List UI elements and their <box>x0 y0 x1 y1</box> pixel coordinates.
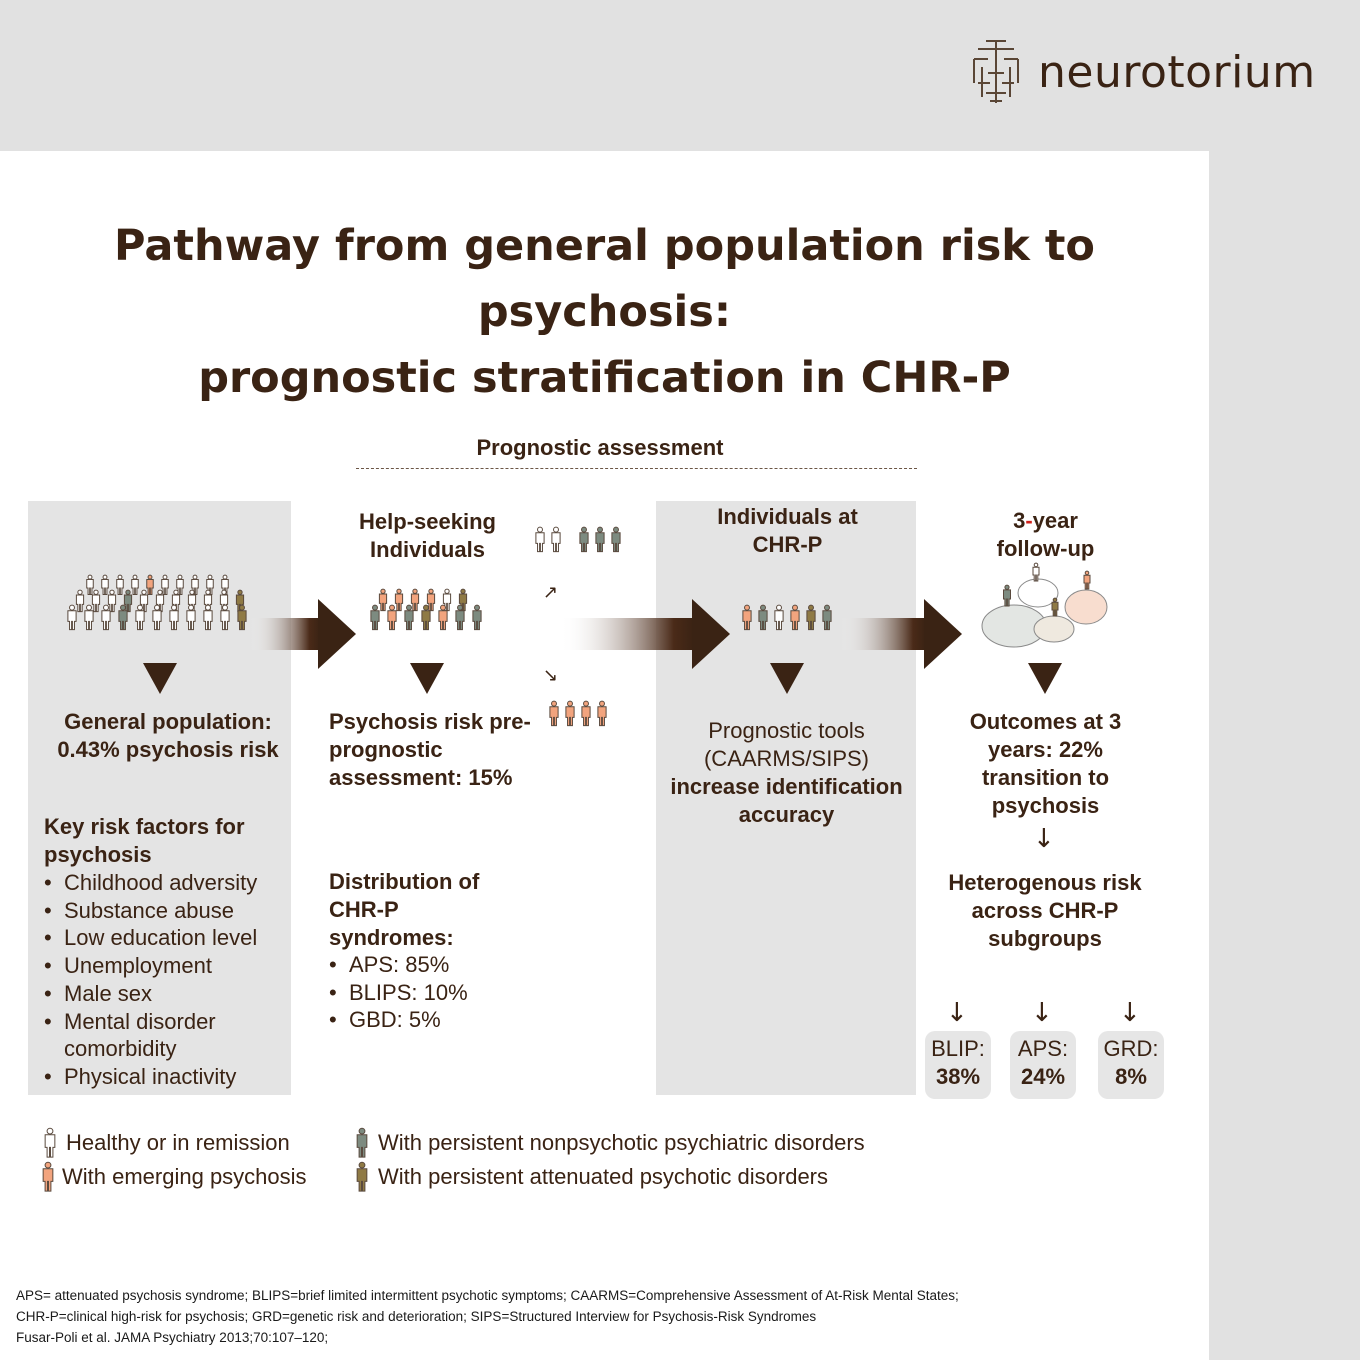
risk-factor-item: • Low education level <box>44 924 274 952</box>
badge-aps-name: APS: <box>1017 1036 1069 1061</box>
prognostic-tools-text <box>660 717 913 829</box>
person-icon <box>102 575 109 594</box>
person-icon <box>45 1128 55 1157</box>
prognostic-dashed-line <box>356 468 917 469</box>
distribution-list <box>329 951 529 1034</box>
badge-arrow-icon-2: ↓ <box>1031 998 1053 1028</box>
person-icon <box>352 1128 372 1158</box>
person-icon <box>1003 585 1010 606</box>
helpseeking-label: Help-seeking Individuals <box>359 509 496 562</box>
person-icon <box>388 605 396 629</box>
down-arrow-general <box>143 663 177 694</box>
flow-arrow-3 <box>840 599 962 669</box>
outcome-text: Outcomes at 3 years: 22% transition to psychosis <box>969 709 1122 818</box>
footnote-2: CHR-P=clinical high-risk for psychosis; GRD=genetic risk and deterioration; SIPS=Structured Interview for Psychosis-Risk Syndromes <box>16 1309 817 1324</box>
followup-label-year: year <box>1032 508 1078 533</box>
person-icon <box>743 605 751 629</box>
person-icon <box>807 605 815 629</box>
neurotorium-logo-icon <box>966 37 1026 107</box>
badge-grd <box>1098 1031 1164 1099</box>
legend-healthy <box>40 1128 290 1158</box>
person-icon <box>92 590 99 611</box>
followup-label-dash: - <box>1025 508 1033 533</box>
diagonal-arrow-up-icon: ↗ <box>543 582 559 603</box>
person-icon <box>473 605 481 629</box>
legend-attenuated <box>352 1162 828 1192</box>
down-arrow-chrp <box>770 663 804 694</box>
followup-label-3: 3 <box>1013 508 1026 533</box>
general-population-heading: General population: 0.43% psychosis risk <box>57 709 279 762</box>
followup-label <box>968 507 1123 563</box>
down-arrow-followup <box>1028 663 1062 694</box>
distribution-item: • APS: 85% <box>329 951 529 979</box>
person-icon <box>536 527 544 551</box>
legend-healthy-label: Healthy or in remission <box>66 1130 290 1155</box>
badge-aps-value: 24% <box>1020 1064 1066 1089</box>
distribution-item: • BLIPS: 10% <box>329 979 529 1007</box>
person-icon <box>580 527 588 551</box>
down-small-arrow-icon: ↓ <box>1033 824 1055 854</box>
person-icon <box>85 605 93 629</box>
person-icon <box>379 589 386 610</box>
person-icon <box>108 590 115 611</box>
title-line-2: prognostic stratification in CHR-P <box>198 353 1011 403</box>
person-icon <box>612 527 620 551</box>
page-title <box>0 213 1209 411</box>
person-icon <box>582 701 590 725</box>
flow-arrow-2 <box>560 599 730 669</box>
person-icon <box>102 605 110 629</box>
risk-factor-item: • Childhood adversity <box>44 869 274 897</box>
person-icon <box>147 575 154 594</box>
person-icon <box>117 575 124 594</box>
person-icon <box>598 701 606 725</box>
prognostic-tools-bold: increase identification accuracy <box>670 774 903 827</box>
person-icon <box>395 589 402 610</box>
followup-label-line2: follow-up <box>996 536 1095 561</box>
person-icon <box>352 1162 372 1192</box>
prognostic-tools-normal: Prognostic tools (CAARMS/SIPS) <box>703 718 870 771</box>
risk-factor-item: • Unemployment <box>44 952 274 980</box>
risk-factor-item: • Substance abuse <box>44 897 274 925</box>
person-icon <box>550 701 558 725</box>
person-icon <box>1052 598 1058 616</box>
person-icon <box>566 701 574 725</box>
legend-emerging-label: With emerging psychosis <box>62 1164 307 1189</box>
risk-factors-list <box>44 869 274 1091</box>
legend-attenuated-label: With persistent attenuated psychotic disorders <box>378 1164 829 1189</box>
chrp-label: Individuals at CHR-P <box>717 504 858 557</box>
brand-logo[interactable] <box>966 36 1316 108</box>
flow-arrow-1 <box>250 599 356 669</box>
header-bar <box>0 0 1360 151</box>
badge-blip <box>925 1031 991 1099</box>
footnote-3: Fusar-Poli et al. JAMA Psychiatry 2013;70:107–120; <box>16 1330 329 1345</box>
person-icon <box>68 605 76 629</box>
person-icon <box>759 605 767 629</box>
person-icon <box>162 575 169 594</box>
person-icon <box>132 575 139 594</box>
badge-grd-value: 8% <box>1115 1064 1147 1089</box>
person-icon <box>43 1162 53 1191</box>
badge-arrow-icon-1: ↓ <box>946 998 968 1028</box>
badge-blip-value: 38% <box>935 1064 981 1089</box>
badge-grd-name: GRD: <box>1103 1036 1159 1061</box>
distribution-item: • GBD: 5% <box>329 1006 529 1034</box>
footnote-1: APS= attenuated psychosis syndrome; BLIPS=brief limited intermittent psychotic symptoms; CAARMS=Comprehensive Assessment of At-Risk Mental States; <box>16 1288 959 1303</box>
risk-factors-title: Key risk factors for psychosis <box>44 814 245 867</box>
person-icon <box>823 605 831 629</box>
badge-aps <box>1010 1031 1076 1099</box>
title-line-1: Pathway from general population risk to psychosis: <box>114 221 1095 337</box>
person-icon <box>1033 563 1039 581</box>
risk-factor-item: • Mental disorder comorbidity <box>44 1008 274 1063</box>
down-arrow-helpseeking <box>410 663 444 694</box>
person-icon <box>40 1128 60 1158</box>
person-icon <box>791 605 799 629</box>
heterogenous-text: Heterogenous risk across CHR-P subgroups <box>948 870 1142 951</box>
person-icon <box>775 605 783 629</box>
person-icon <box>552 527 560 551</box>
person-icon <box>357 1128 367 1157</box>
risk-factor-item: • Male sex <box>44 980 274 1008</box>
helpseeking-heading: Psychosis risk pre-prognostic assessment: 15% <box>329 709 531 790</box>
legend-nonpsychotic-label: With persistent nonpsychotic psychiatric disorders <box>378 1130 865 1155</box>
risk-factor-item: • Physical inactivity <box>44 1063 274 1091</box>
prognostic-assessment-label: Prognostic assessment <box>476 435 724 460</box>
person-icon <box>596 527 604 551</box>
person-icon <box>405 605 413 629</box>
person-icon <box>76 590 83 611</box>
diagonal-arrow-down-icon: ↘ <box>543 665 559 686</box>
legend-emerging <box>38 1162 307 1192</box>
infographic-panel <box>0 151 1209 1360</box>
person-icon <box>87 575 94 594</box>
badge-blip-name: BLIP: <box>931 1036 985 1061</box>
person-icon <box>1084 571 1090 589</box>
distribution-title: Distribution of CHR-P syndromes: <box>329 869 480 950</box>
person-icon <box>204 605 212 629</box>
person-icon <box>357 1162 367 1191</box>
person-icon <box>411 589 418 610</box>
legend-nonpsychotic <box>352 1128 865 1158</box>
person-icon <box>38 1162 58 1192</box>
person-icon <box>371 605 379 629</box>
badge-arrow-icon-3: ↓ <box>1119 998 1141 1028</box>
brand-name: neurotorium <box>1038 46 1316 98</box>
